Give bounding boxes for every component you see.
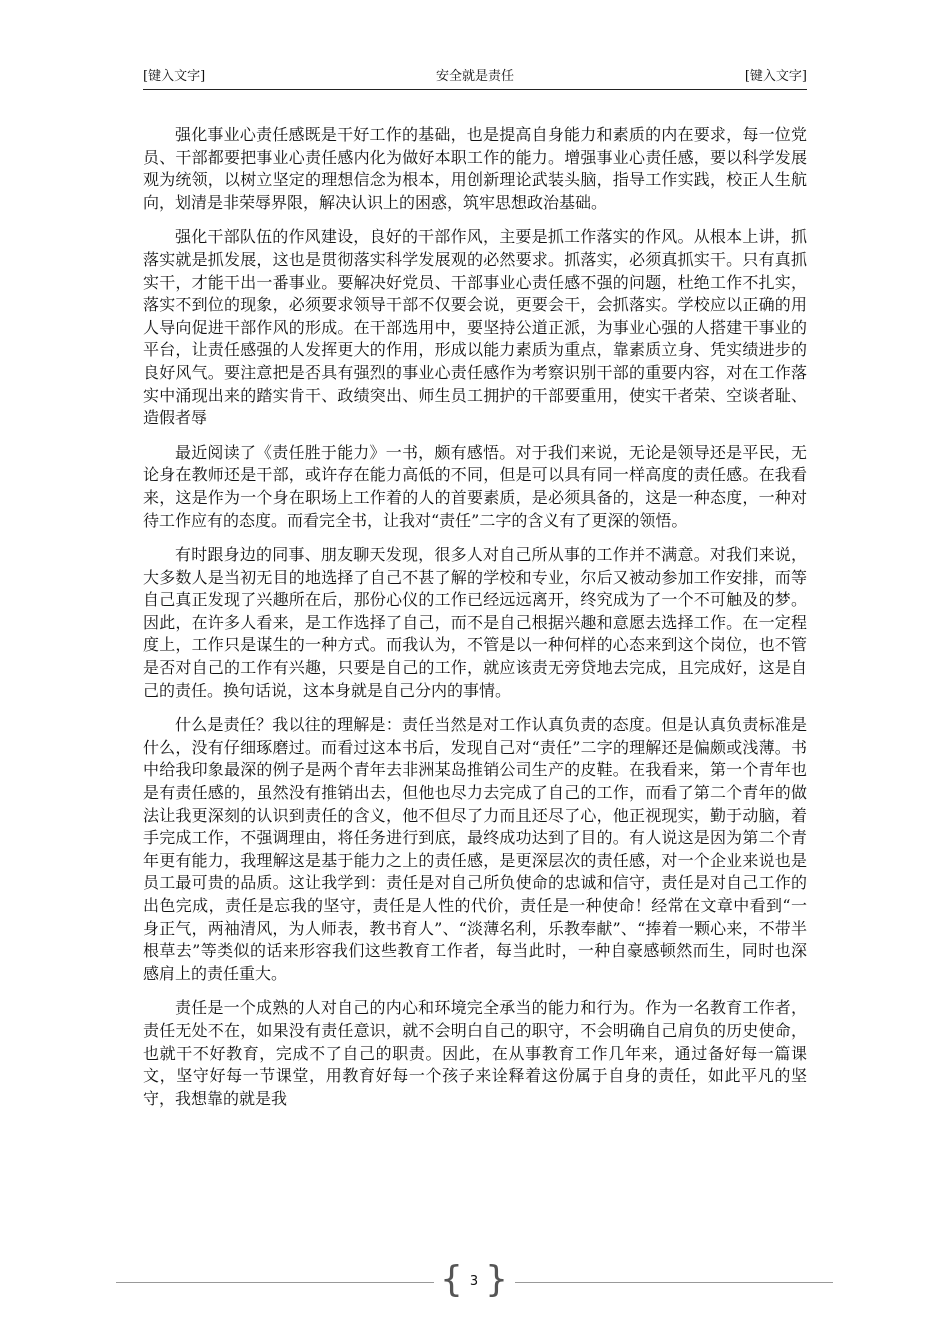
- paragraph-3: 最近阅读了《责任胜于能力》一书，颇有感悟。对于我们来说，无论是领导还是平民，无论身在教师还是干部，或许存在能力高低的不同，但是可以具有同一样高度的责任感。在我看来，这是作为一个身在职场上工作着的人的首要素质，是必须具备的，这是一种态度，一种对待工作应有的态度。而看完全书，让我对“责任”二字的含义有了更深的领悟。: [143, 442, 807, 530]
- header-title: 安全就是责任: [435, 69, 514, 84]
- footer-rule-right: [515, 1282, 833, 1283]
- left-brace-icon: {: [440, 1259, 463, 1300]
- paragraph-4: 有时跟身边的同事、朋友聊天发现，很多人对自己所从事的工作并不满意。对我们来说，大多数人是当初无目的地选择了自己不甚了解的学校和专业，尔后又被动参加工作安排，而等自己真正发现了兴趣所在后，那份心仪的工作已经远远离开，终究成为了一个不可触及的梦。因此，在许多人看来，是工作选择了自己，而不是自己根据兴趣和意愿去选择工作。在一定程度上，工作只是谋生的一种方式。而我认为，不管是以一种何样的心态来到这个岗位，也不管是否对自己的工作有兴趣，只要是自己的工作，就应该责无旁贷地去完成，且完成好，这是自己的责任。换句话说，这本身就是自己分内的事情。: [143, 545, 807, 700]
- paragraph-6: 责任是一个成熟的人对自己的内心和环境完全承当的能力和行为。作为一名教育工作者，责任无处不在，如果没有责任意识，就不会明白自己的职守，不会明确自己肩负的历史使命，也就干不好教育，完成不了自己的职责。因此，在从事教育工作几年来，通过备好每一篇课文，坚守好每一节课堂，用教育好每一个孩子来诠释着这份属于自身的责任，如此平凡的坚守，我想靠的就是我: [143, 998, 807, 1108]
- page-header: [143, 66, 807, 88]
- page-number: 3: [469, 1274, 479, 1289]
- page-number-box: [440, 1259, 508, 1300]
- footer-rule-left: [116, 1282, 434, 1283]
- paragraph-5: 什么是责任？我以往的理解是：责任当然是对工作认真负责的态度。但是认真负责标准是什么，没有仔细琢磨过。而看过这本书后，发现自己对“责任”二字的理解还是偏颇或浅薄。书中给我印象最深的例子是两个青年去非洲某岛推销公司生产的皮鞋。在我看来，第一个青年也是有责任感的，虽然没有推销出去，但他也尽力去完成了自己的工作，而看了第二个青年的做法让我更深刻的认识到责任的含义，他不但尽了力而且还尽了心，他正视现实，勤于动脑，着手完成工作，不强调理由，将任务进行到底，最终成功达到了目的。有人说这是因为第二个青年更有能力，我理解这是基于能力之上的责任感，是更深层次的责任感，对一个企业来说也是员工最可贵的品质。这让我学到：责任是对自己所负使命的忠诚和信守，责任是对自己工作的出色完成，责任是忘我的坚守，责任是人性的代价，责任是一种使命！经常在文章中看到“一身正气，两袖清风，为人师表，教书育人”、“淡薄名利，乐教奉献”、“捧着一颗心来，不带半根草去”等类似的话来形容我们这些教育工作者，每当此时，一种自豪感顿然而生，同时也深感肩上的责任重大。: [143, 715, 807, 983]
- paragraph-2: 强化干部队伍的作风建设，良好的干部作风，主要是抓工作落实的作风。从根本上讲，抓落实就是抓发展，这也是贯彻落实科学发展观的必然要求。抓落实，必须真抓实干。只有真抓实干，才能干出一番事业。要解决好党员、干部事业心责任感不强的问题，杜绝工作不扎实，落实不到位的现象，必须要求领导干部不仅要会说，更要会干，会抓落实。学校应以正确的用人导向促进干部作风的形成。在干部选用中，要坚持公道正派，为事业心强的人搭建干事业的平台，让责任感强的人发挥更大的作用，形成以能力素质为重点，靠素质立身、凭实绩进步的良好风气。要注意把是否具有强烈的事业心责任感作为考察识别干部的重要内容，对在工作落实中涌现出来的踏实肯干、政绩突出、师生员工拥护的干部要重用，使实干者荣、空谈者耻、造假者辱: [143, 227, 807, 428]
- paragraph-1: 强化事业心责任感既是干好工作的基础，也是提高自身能力和素质的内在要求，每一位党员、干部都要把事业心责任感内化为做好本职工作的能力。增强事业心责任感，要以科学发展观为统领，以树立坚定的理想信念为根本，用创新理论武装头脑，指导工作实践，校正人生航向，划清是非荣辱界限，解决认识上的困惑，筑牢思想政治基础。: [143, 125, 807, 212]
- right-brace-icon: }: [485, 1259, 508, 1300]
- header-left-placeholder: [键入文字]: [143, 69, 206, 84]
- header-right-placeholder: [键入文字]: [744, 69, 807, 84]
- document-body: [143, 124, 807, 1122]
- header-divider: [143, 89, 807, 90]
